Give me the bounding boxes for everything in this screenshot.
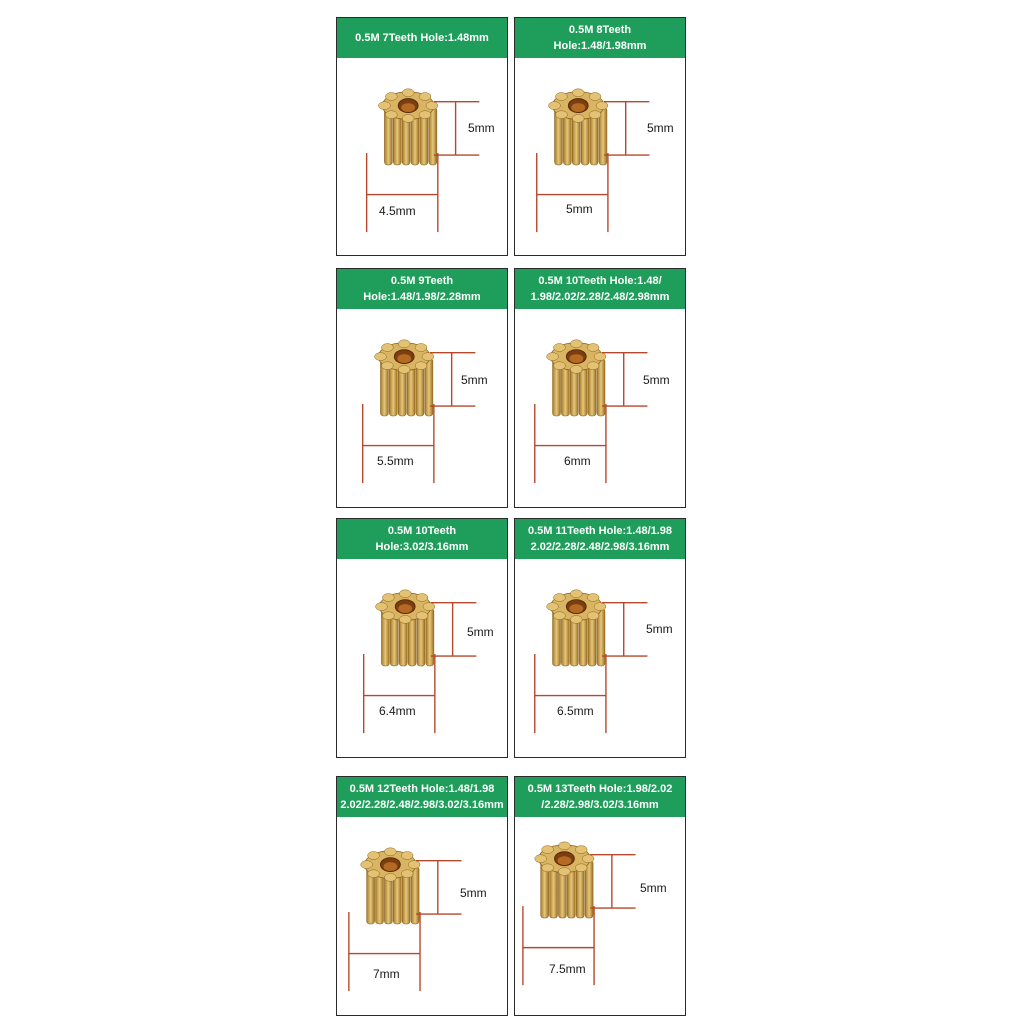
gear-card-9-teeth [336,268,508,508]
card-title-line2: /2.28/2.98/3.02/3.16mm [541,799,659,811]
height-label: 5mm [461,373,488,387]
height-label: 5mm [647,121,674,135]
gear-card-8-teeth [514,17,686,256]
card-header [515,519,685,559]
height-label: 5mm [467,625,494,639]
width-label: 6mm [564,454,591,468]
gear-image [337,309,507,507]
gear-image [337,817,507,1015]
gear-photo [515,817,685,1015]
gear-card-12-teeth [336,776,508,1016]
card-header [515,777,685,817]
card-header [337,519,507,559]
gear-photo [515,309,685,507]
width-label: 6.5mm [557,704,594,718]
gear-image [515,817,685,1015]
width-label: 7.5mm [549,962,586,976]
card-title-line1: 0.5M 9Teeth [390,275,454,287]
card-title-line2: 1.98/2.02/2.28/2.48/2.98mm [530,291,670,303]
width-label: 5mm [566,202,593,216]
gear-image [515,309,685,507]
gear-card-7-teeth [336,17,508,256]
gear-image [337,58,507,255]
card-title-line1: 0.5M 13Teeth Hole:1.98/2.02 [527,783,673,795]
card-header [515,269,685,309]
card-title-line1: 0.5M 7Teeth Hole:1.48mm [355,32,489,44]
card-title-line1: 0.5M 10Teeth [387,525,457,537]
gear-photo [337,309,507,507]
card-title-line1: 0.5M 10Teeth Hole:1.48/ [538,275,662,287]
card-title-line2: Hole:1.48/1.98/2.28mm [363,291,481,303]
width-label: 6.4mm [379,704,416,718]
height-label: 5mm [468,121,495,135]
width-label: 7mm [373,967,400,981]
width-label: 4.5mm [379,204,416,218]
card-title-line1: 0.5M 8Teeth [568,24,632,36]
gear-card-10-teeth-small-hole [514,268,686,508]
gear-image [515,559,685,757]
card-title-line2: Hole:3.02/3.16mm [375,541,469,553]
card-title-line2: Hole:1.48/1.98mm [553,40,647,52]
gear-photo [337,817,507,1015]
card-title-line1: 0.5M 11Teeth Hole:1.48/1.98 [527,525,673,537]
width-label: 5.5mm [377,454,414,468]
card-title-line2: 2.02/2.28/2.48/2.98/3.16mm [530,541,670,553]
gear-card-11-teeth [514,518,686,758]
gear-photo [515,559,685,757]
card-header [337,269,507,309]
card-title-line1: 0.5M 12Teeth Hole:1.48/1.98 [349,783,495,795]
card-header [515,18,685,58]
height-label: 5mm [460,886,487,900]
gear-photo [337,58,507,255]
height-label: 5mm [646,622,673,636]
card-title-line2: 2.02/2.28/2.48/2.98/3.02/3.16mm [340,799,504,811]
gear-image [515,58,685,255]
height-label: 5mm [643,373,670,387]
gear-photo [515,58,685,255]
card-header [337,777,507,817]
card-header [337,18,507,58]
gear-card-13-teeth [514,776,686,1016]
gear-photo [337,559,507,757]
height-label: 5mm [640,881,667,895]
gear-card-10-teeth-large-hole [336,518,508,758]
gear-image [337,559,507,757]
